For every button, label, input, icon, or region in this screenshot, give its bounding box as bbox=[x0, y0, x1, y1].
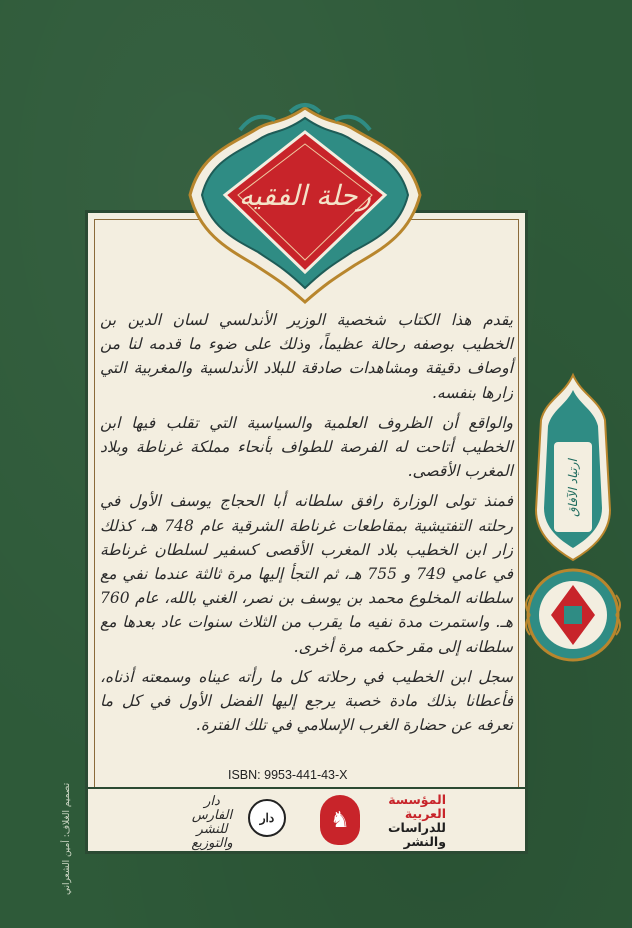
title-badge bbox=[180, 100, 430, 310]
cover-design-credit: تصميم الغلاف: أمين الشعراني bbox=[62, 782, 72, 895]
knight-logo-icon: ♞ bbox=[320, 795, 360, 845]
paragraph-4: سجل ابن الخطيب في رحلاته كل ما رأته عيناه وسمعته أذناه، فأعطانا بذلك مادة خصبة يرجع إليها الفضل الأول في كل ما نعرفه عن حضارة الغرب الإسلامي في تلك الفترة. bbox=[100, 667, 513, 735]
paragraph-3: فمنذ تولى الوزارة رافق سلطانه أبا الحجاج يوسف الأول في رحلته التفتيشية بمقاطعات غرناطة الشرقية عام 748 هـ، كذلك زار ابن الخطيب بلاد المغرب الأقصى كسفير لسلطان غرناطة في عامي 749 و 755 هـ، ثم التجأ إليها مرة ثالثة عندما نفي مع سلطانه المخلوع محمد بن يوسف بن نصر، الغني بالله، عام 760 هـ. واستمرت مدة نفيه ما يقرب من الثلاث سنوات عاد بعدها مع سلطانه إلى مقر حكمه مرة أخرى. bbox=[100, 492, 513, 656]
paragraph-2: والواقع أن الظروف العلمية والسياسية التي تقلب فيها ابن الخطيب أتاحت له الفرصة للطواف بأنحاء مملكة غرناطة وبلاد المغرب الأقصى. bbox=[100, 413, 513, 481]
second-logo-text: دار bbox=[259, 811, 275, 825]
paragraph-1: يقدم هذا الكتاب شخصية الوزير الأندلسي لسان الدين بن الخطيب بوصفه رحالة عظيماً، وذلك على ضوء ما قدمه لنا من أوصاف دقيقة ومشاهدات صادقة للبلاد الأندلسية والمغربية التي زارها بنفسه. bbox=[100, 311, 513, 402]
series-emblem bbox=[520, 370, 626, 700]
title-text: رحلة الفقيه bbox=[238, 179, 372, 212]
isbn: ISBN: 9953-441-43-X bbox=[228, 768, 348, 782]
distributor-logo: دار الفارس للنشر والتوزيع bbox=[191, 794, 233, 851]
publisher-name: المؤسسة العربية للدراسات والنشر bbox=[387, 792, 446, 849]
publisher-strip bbox=[88, 787, 525, 851]
description-text bbox=[100, 308, 513, 771]
series-title: ارتياد الآفاق bbox=[566, 459, 580, 517]
second-publisher-logo bbox=[248, 799, 286, 837]
